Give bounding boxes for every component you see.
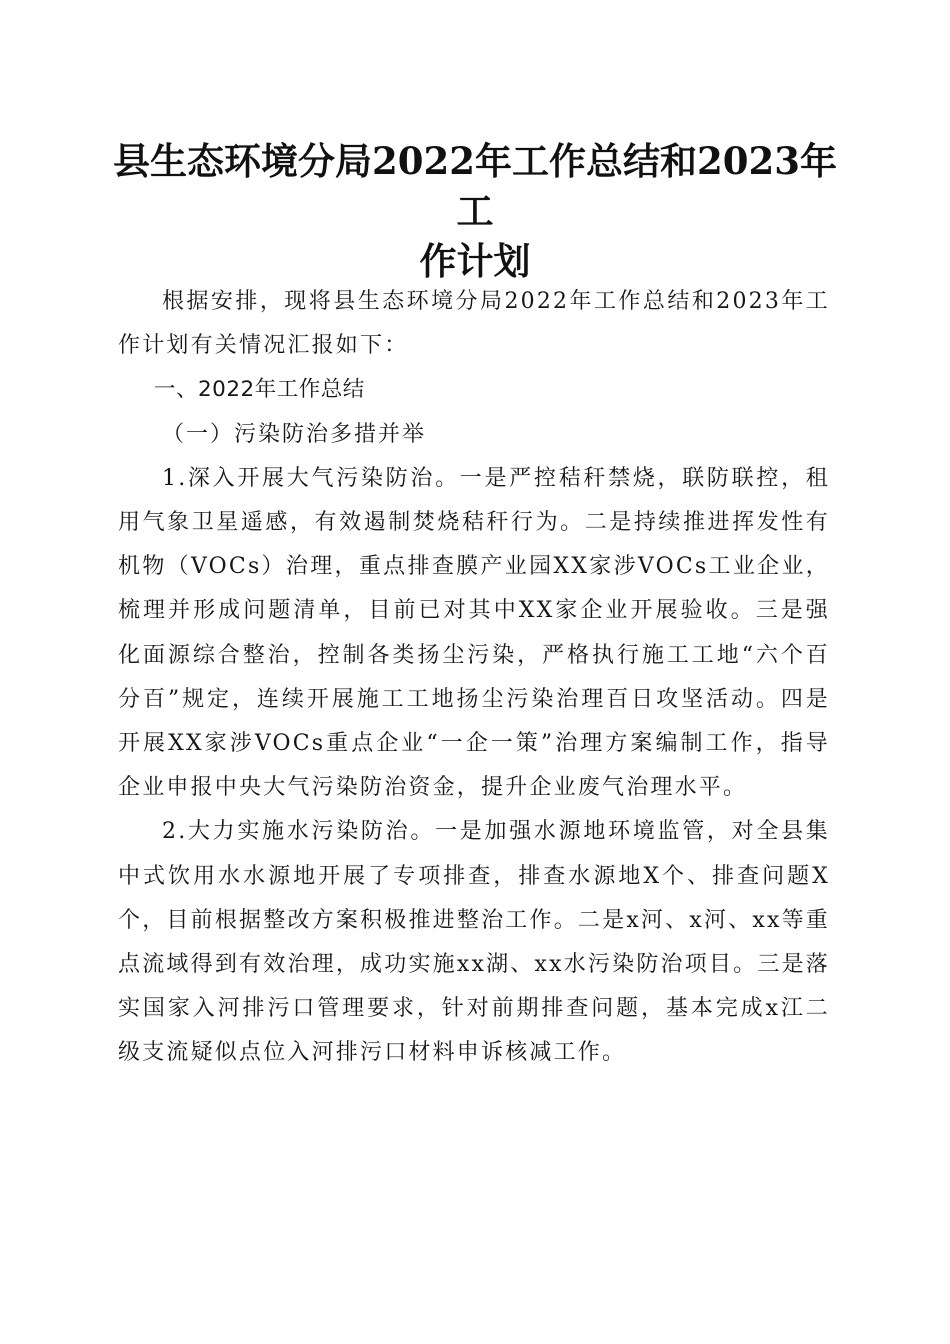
section-heading-1: 一、2022年工作总结 [154, 377, 365, 403]
document-body [118, 280, 830, 1076]
document-title-line-2: 作计划 [419, 239, 531, 283]
document-title-line-1: 县生态环境分局2022年工作总结和2023年工 [113, 139, 837, 233]
intro-paragraph: 根据安排，现将县生态环境分局2022年工作总结和2023年工作计划有关情况汇报如下： [118, 289, 830, 359]
paragraph-water-pollution: 2.大力实施水污染防治。一是加强水源地环境监管，对全县集中式饮用水水源地开展了专项排查，排查水源地X个、排查问题X个，目前根据整改方案积极推进整治工作。二是x河、x河、xx等重点流域得到有效治理，成功实施xx湖、xx水污染防治项目。三是落实国家入河排污口管理要求，针对前期排查问题，基本完成x江二级支流疑似点位入河排污口材料申诉核减工作。 [118, 819, 830, 1066]
subsection-heading-1: （一）污染防治多措并举 [162, 421, 427, 447]
document-title [110, 136, 840, 286]
paragraph-air-pollution: 1.深入开展大气污染防治。一是严控秸秆禁烧，联防联控，租用气象卫星遥感，有效遏制焚烧秸秆行为。二是持续推进挥发性有机物（VOCs）治理，重点排查膜产业园XX家涉VOCs工业企业，梳理并形成问题清单，目前已对其中XX家企业开展验收。三是强化面源综合整治，控制各类扬尘污染，严格执行施工工地“六个百分百”规定，连续开展施工工地扬尘污染治理百日攻坚活动。四是开展XX家涉VOCs重点企业“一企一策”治理方案编制工作，指导企业申报中央大气污染防治资金，提升企业废气治理水平。 [118, 465, 830, 801]
